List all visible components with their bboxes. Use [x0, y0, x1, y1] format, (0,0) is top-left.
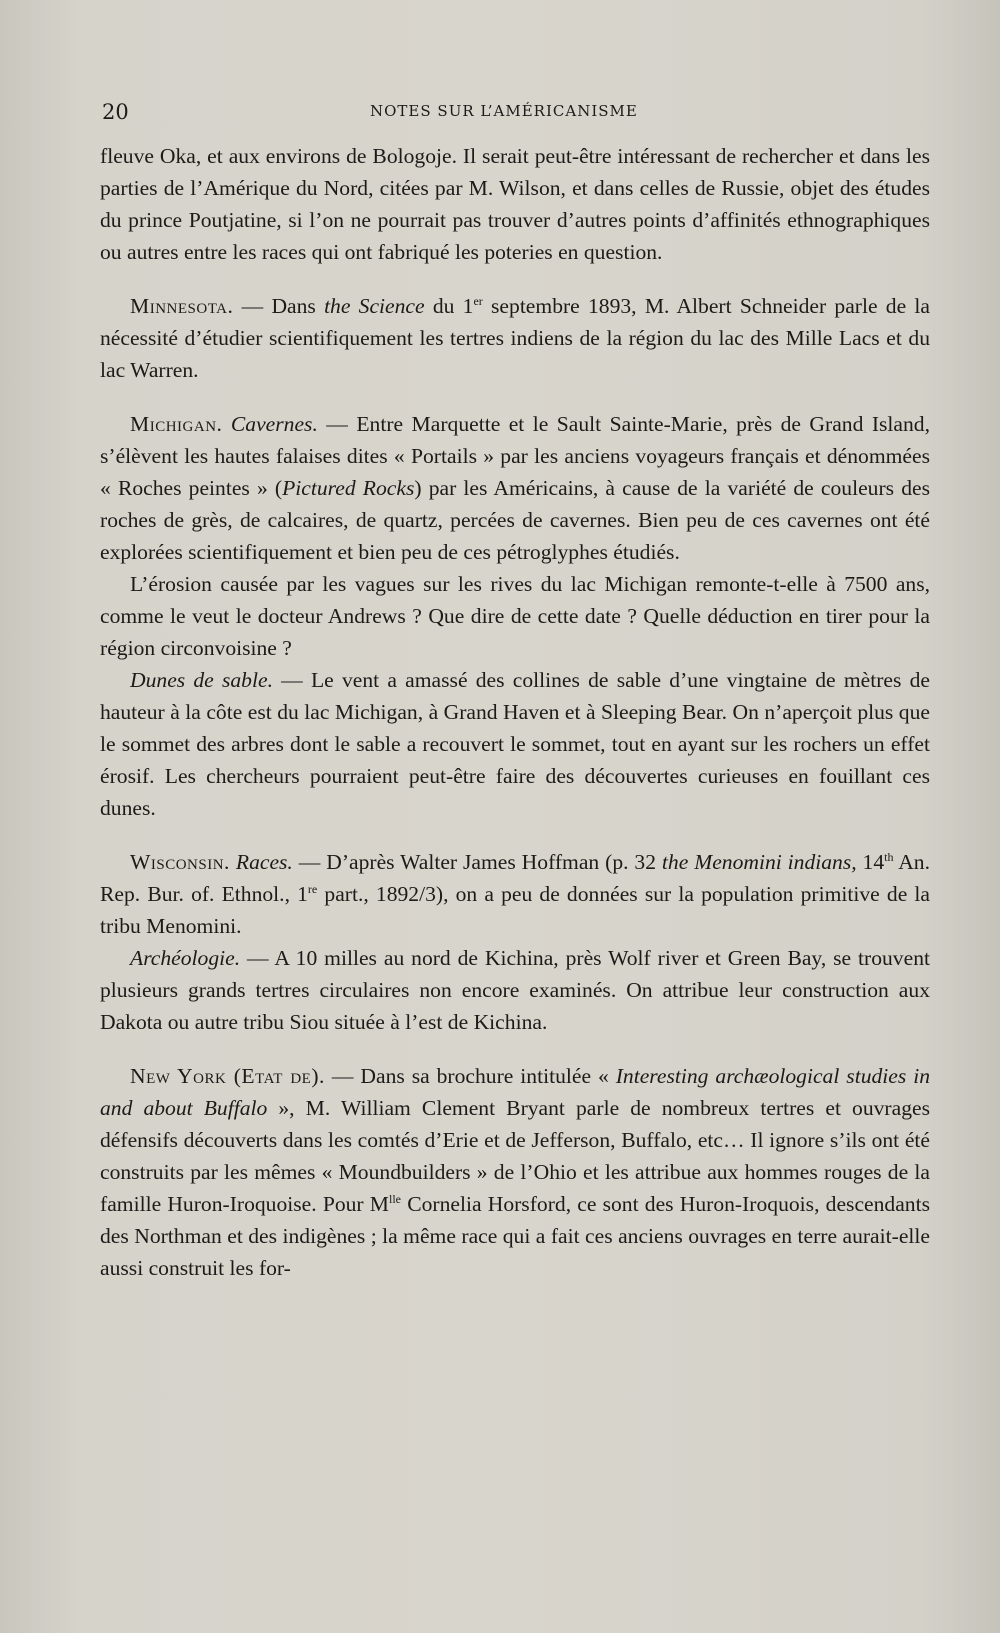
section-michigan: Michigan. Cavernes. — Entre Marquette et le Sault Sainte-Marie, près de Grand Island, s’élèvent les hautes falaises dites « Portails » par les anciens voyageurs français et dénommées « Roches peintes » (Pictured Rocks) par les Américains, à cause de la variété de couleurs des roches de grès, de calcaires, de quartz, percées de cavernes. Bien peu de ces cavernes ont été explorées scientifiquement et bien peu de ces pétroglyphes étudiés. — [100, 412, 930, 564]
page-body — [100, 140, 930, 1284]
page-number: 20 — [102, 100, 129, 124]
section-heading: Minnesota. — [130, 294, 234, 318]
section-heading: Wisconsin. — [130, 850, 230, 874]
paragraph-archeologie: Archéologie. — A 10 milles au nord de Kichina, près Wolf river et Green Bay, se trouvent plusieurs grands tertres circulaires non encore examinés. On attribue leur construction aux Dakota ou autre tribu Siou située à l’est de Kichina. — [100, 946, 930, 1034]
running-title: NOTES SUR L’AMÉRICANISME — [370, 102, 638, 120]
paragraph-continuation: fleuve Oka, et aux environs de Bologoje. Il serait peut-être intéressant de rechercher et dans les parties de l’Amérique du Nord, citées par M. Wilson, et dans celles de Russie, objet des études du prince Poutjatine, si l’on ne pourrait pas trouver d’autres points d’affinités ethnographiques ou autres entre les races qui ont fabriqué les poteries en question. — [100, 144, 930, 264]
section-minnesota: Minnesota. — Dans the Science du 1er septembre 1893, M. Albert Schneider parle de la nécessité d’étudier scientifiquement les tertres indiens de la région du lac des Mille Lacs et du lac Warren. — [100, 293, 931, 382]
section-heading: New York (Etat de). — [130, 1064, 325, 1088]
paragraph-dunes: Dunes de sable. — Le vent a amassé des collines de sable d’une vingtaine de mètres de hauteur à la côte est du lac Michigan, à Grand Haven et à Sleeping Bear. On n’aperçoit plus que le sommet des arbres dont le sable a recouvert le sommet, tout en ayant sur les rochers un effet érosif. Les chercheurs pourraient peut-être faire des découvertes curieuses en fouillant ces dunes. — [100, 668, 930, 820]
subsection-heading: Dunes de sable. — [130, 668, 273, 692]
subsection-heading: Cavernes. — [230, 412, 318, 436]
section-new-york: New York (Etat de). — Dans sa brochure intitulée « Interesting archæological studies in and about Buffalo », M. William Clement Bryant parle de nombreux tertres et ouvrages défensifs découverts dans les comtés d’Erie et de Jefferson, Buffalo, etc… Il ignore s’ils ont été construits par les mêmes « Moundbuilders » de l’Ohio et les attribue aux hommes rouges de la famille Huron-Iroquoise. Pour $M^{lle}$ Cornelia Horsford, ce sont des Huron-Iroquois, descendants des Northman et des indigènes ; la même race qui a fait ces anciens ouvrages en terre aurait-elle aussi construit les for- — [100, 1064, 930, 1280]
paragraph-erosion: L’érosion causée par les vagues sur les rives du lac Michigan remonte-t-elle à 7500 ans, comme le veut le docteur Andrews ? Que dire de cette date ? Quelle déduction en tirer pour la région circonvoisine ? — [100, 572, 930, 660]
section-heading: Michigan. — [130, 412, 223, 436]
subsection-heading: Races. — [235, 850, 293, 874]
subsection-heading: Archéologie. — [130, 946, 241, 970]
section-wisconsin: Wisconsin. Races. — D’après Walter James Hoffman (p. 32 the Menomini indians, 14th An. Rep. Bur. of. Ethnol., 1re part., 1892/3), on a peu de données sur la population primitive de la tribu Menomini. — [100, 849, 931, 938]
